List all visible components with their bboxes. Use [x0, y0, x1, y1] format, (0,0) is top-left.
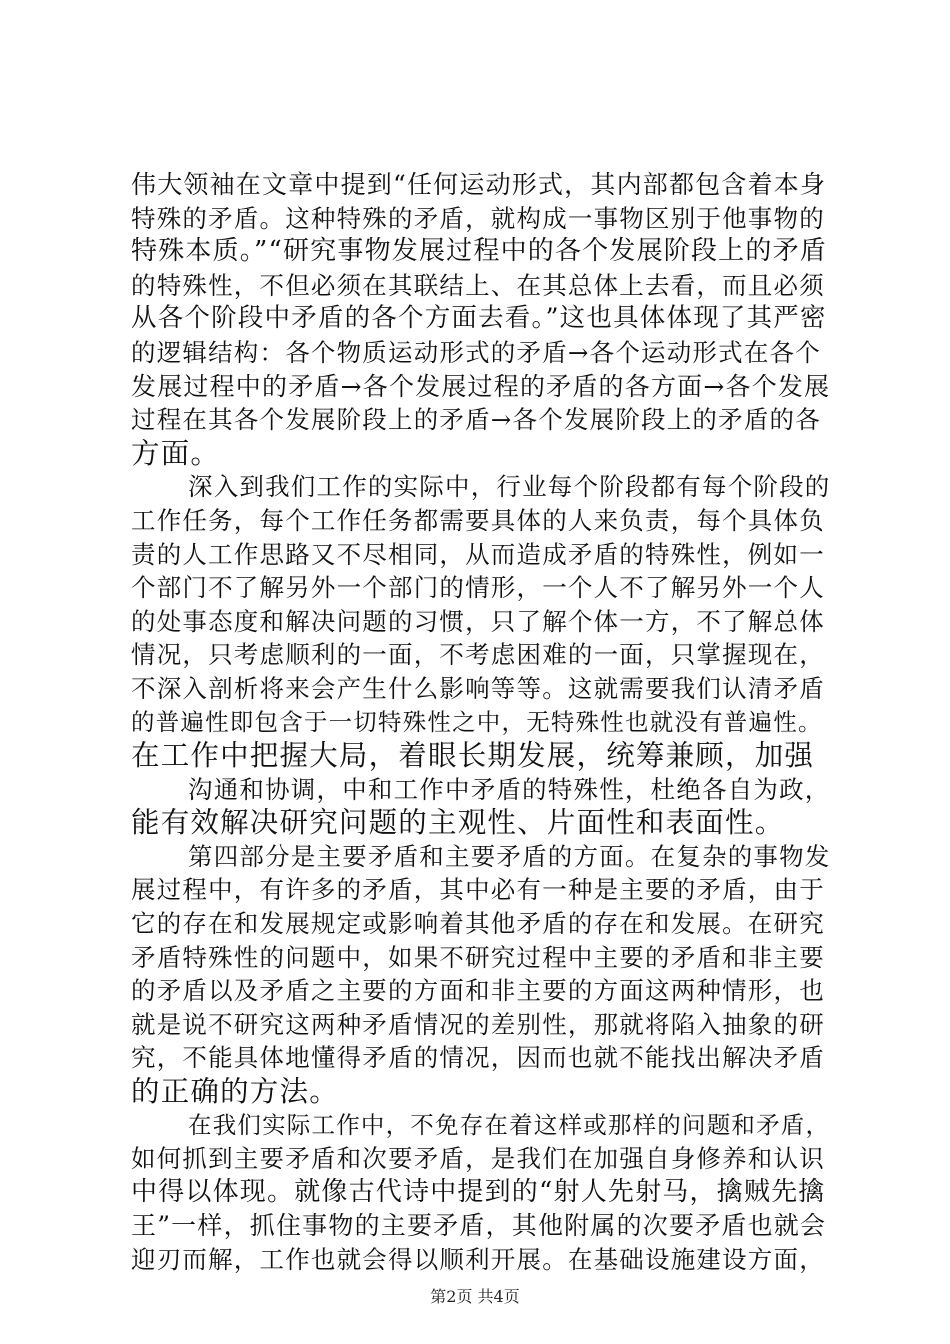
- text-line: 的普遍性即包含于一切特殊性之中，无特殊性也就没有普遍性。: [131, 707, 823, 736]
- text-line: 沟通和协调，中和工作中矛盾的特殊性，杜绝各自为政，: [188, 774, 831, 804]
- text-line: 责的人工作思路又不尽相同，从而造成矛盾的特殊性，例如一: [131, 539, 825, 569]
- paragraph-4: [131, 840, 831, 1109]
- document-body: [131, 168, 831, 1277]
- text-line: 的矛盾以及矛盾之主要的方面和非主要的方面这两种情形，也: [131, 976, 825, 1006]
- text-line: 就是说不研究这两种矛盾情况的差别性，那就将陷入抽象的研: [131, 1009, 825, 1039]
- text-line: 在工作中把握大局，着眼长期发展，统筹兼顾，加强: [131, 739, 815, 773]
- text-line: 它的存在和发展规定或影响着其他矛盾的存在和发展。在研究: [131, 909, 825, 939]
- text-line: 不深入剖析将来会产生什么影响等等。这就需要我们认清矛盾: [131, 673, 825, 703]
- text-line: 在我们实际工作中，不免存在着这样或那样的问题和矛盾，: [188, 1110, 831, 1139]
- text-line: 伟大领袖在文章中提到“任何运动形式，其内部都包含着本身: [131, 170, 827, 199]
- paragraph-3: [131, 773, 831, 840]
- text-line: 究，不能具体地懂得矛盾的情况，因而也就不能找出解决矛盾: [131, 1043, 825, 1073]
- text-line: 特殊本质。”“研究事物发展过程中的各个发展阶段上的矛盾: [131, 236, 827, 267]
- text-line: 的逻辑结构：各个物质运动形式的矛盾→各个运动形式在各个: [131, 337, 821, 367]
- text-line: 发展过程中的矛盾→各个发展过程的矛盾的各方面→各个发展: [131, 371, 831, 401]
- text-line: 从各个阶段中矛盾的各个方面去看。”这也具体体现了其严密: [131, 303, 827, 334]
- paragraph-1: [131, 168, 831, 470]
- text-line: 矛盾特殊性的问题中，如果不研究过程中主要的矛盾和非主要: [131, 942, 825, 972]
- text-line: 的处事态度和解决问题的习惯，只了解个体一方，不了解总体: [131, 606, 825, 636]
- text-line: 能有效解决研究问题的主观性、片面性和表面性。: [131, 806, 785, 840]
- text-line: 过程在其各个发展阶段上的矛盾→各个发展阶段上的矛盾的各: [131, 405, 821, 435]
- paragraph-5: [131, 1109, 831, 1277]
- text-line: 特殊的矛盾。这种特殊的矛盾，就构成一事物区别于他事物的: [131, 203, 825, 233]
- text-line: 个部门不了解另外一个部门的情形，一个人不了解另外一个人: [131, 573, 825, 603]
- text-line: 深入到我们工作的实际中，行业每个阶段都有每个阶段的: [188, 472, 831, 502]
- text-line: 的正确的方法。: [131, 1075, 339, 1109]
- text-line: 王”一样，抓住事物的主要矛盾，其他附属的次要矛盾也就会: [131, 1211, 827, 1241]
- text-line: 情况，只考虑顺利的一面，不考虑困难的一面，只掌握现在，: [131, 640, 825, 670]
- page-footer: 第2页 共4页: [430, 1287, 520, 1306]
- paragraph-2: [131, 470, 831, 772]
- text-line: 展过程中，有许多的矛盾，其中必有一种是主要的矛盾，由于: [131, 875, 825, 905]
- text-line: 第四部分是主要矛盾和主要矛盾的方面。在复杂的事物发: [188, 841, 831, 871]
- text-line: 工作任务，每个工作任务都需要具体的人来负责，每个具体负: [131, 505, 825, 535]
- text-line: 如何抓到主要矛盾和次要矛盾，是我们在加强自身修养和认识: [131, 1144, 825, 1174]
- text-line: 迎刃而解，工作也就会得以顺利开展。在基础设施建设方面，: [131, 1245, 825, 1274]
- text-line: 中得以体现。就像古代诗中提到的“射人先射马，擒贼先擒: [131, 1176, 826, 1207]
- text-line: 方面。: [131, 436, 221, 470]
- text-line: 的特殊性，不但必须在其联结上、在其总体上去看，而且必须: [131, 270, 825, 300]
